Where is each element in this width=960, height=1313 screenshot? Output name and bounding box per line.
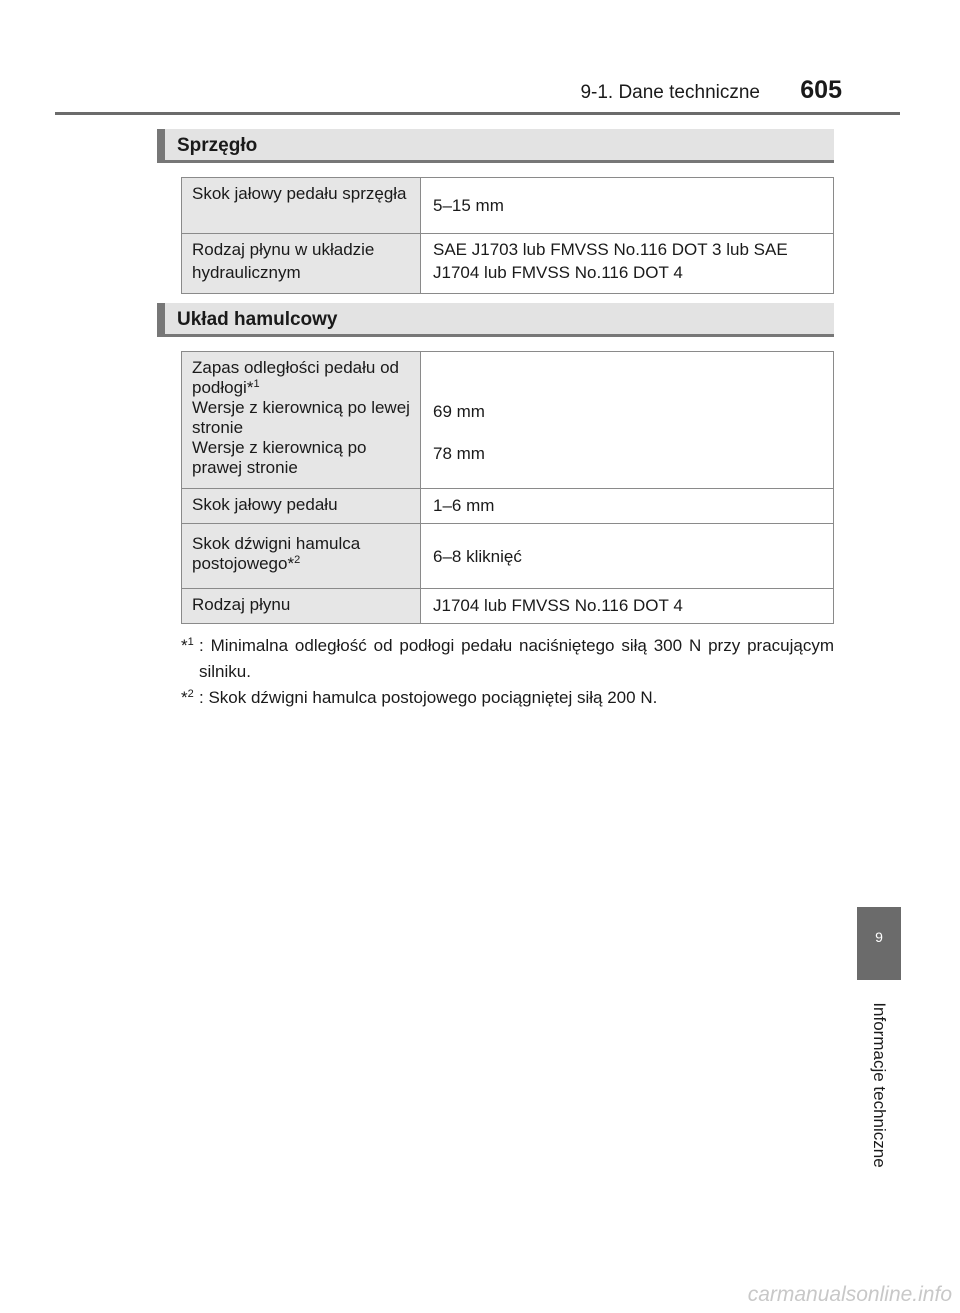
clutch-section-title: Sprzęgło	[177, 135, 258, 156]
table-row	[182, 352, 834, 489]
table-row	[182, 178, 834, 234]
brake-section-heading	[157, 303, 834, 337]
pedal-reserve-title: Zapas odległości pedału od podłogi*$^1$	[192, 358, 399, 397]
chapter-number: 9	[875, 929, 883, 945]
watermark: carmanualsonline.info	[747, 1283, 952, 1306]
footnote-1: *$^1$ : Minimalna odległość od podłogi pedału naciśniętego siłą 300 N przy pracującym silniku.	[181, 636, 834, 681]
chapter-tab	[857, 907, 901, 980]
clutch-spec-table	[181, 177, 834, 294]
brake-fluid-value: J1704 lub FMVSS No.116 DOT 4	[421, 589, 834, 624]
clutch-free-play-label: Skok jałowy pedału sprzęgła	[182, 178, 421, 234]
header-section-title: 9-1. Dane techniczne	[580, 82, 760, 103]
chapter-side-label: Informacje techniczne	[870, 1002, 889, 1168]
brake-section-title: Układ hamulcowy	[177, 309, 338, 330]
rhd-label: Wersje z kierownicą po prawej stronie	[192, 438, 367, 477]
page-number: 605	[800, 76, 842, 104]
table-row	[182, 489, 834, 524]
pedal-reserve-label	[182, 352, 421, 489]
clutch-fluid-label: Rodzaj płynu w układzie hydraulicznym	[182, 234, 421, 294]
footnote-2: *$^2$ : Skok dźwigni hamulca postojowego pociągniętej siłą 200 N.	[181, 688, 658, 707]
lhd-value: 69 mm	[433, 402, 485, 421]
clutch-fluid-value: SAE J1703 lub FMVSS No.116 DOT 3 lub SAE J1704 lub FMVSS No.116 DOT 4	[421, 234, 834, 294]
brake-spec-table	[181, 351, 834, 624]
parking-brake-value: 6–8 kliknięć	[421, 524, 834, 589]
pedal-reserve-values	[421, 352, 834, 489]
brake-fluid-label: Rodzaj płynu	[182, 589, 421, 624]
header-rule	[55, 112, 900, 115]
table-row	[182, 524, 834, 589]
clutch-section-heading	[157, 129, 834, 163]
brake-free-play-label: Skok jałowy pedału	[182, 489, 421, 524]
rhd-value: 78 mm	[433, 444, 485, 463]
lhd-label: Wersje z kierownicą po lewej stronie	[192, 398, 410, 437]
table-row	[182, 234, 834, 294]
parking-brake-label: Skok dźwigni hamulca postojowego*$^2$	[182, 524, 421, 589]
clutch-free-play-value: 5–15 mm	[421, 178, 834, 234]
brake-free-play-value: 1–6 mm	[421, 489, 834, 524]
table-row	[182, 589, 834, 624]
